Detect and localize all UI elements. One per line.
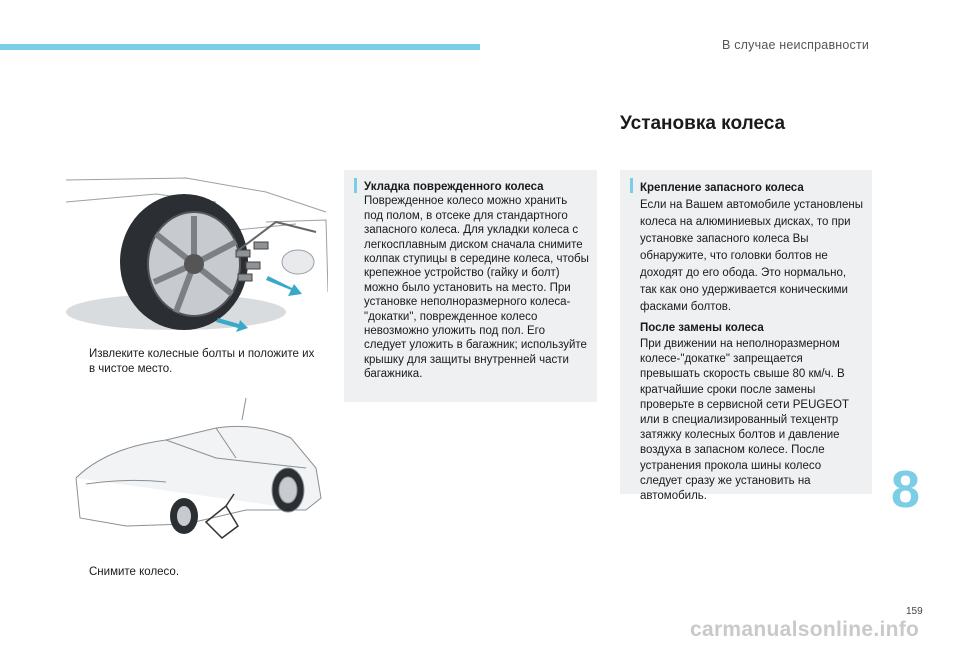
box-heading: Укладка поврежденного колеса — [364, 181, 544, 193]
damaged-wheel-storage-box — [344, 170, 597, 402]
box-subheading: После замены колеса — [640, 322, 764, 334]
chapter-number: 8 — [891, 461, 920, 519]
box-content — [364, 180, 589, 382]
page-number: 159 — [906, 606, 923, 617]
car-wheel-removal-illustration — [66, 398, 328, 556]
bullet-text: Снимите колесо. — [89, 566, 180, 578]
box-marker — [630, 178, 633, 193]
header-accent-bar — [0, 44, 480, 50]
box-subbody: При движении на неполноразмерном колесе-"докатке" запрещается превышать скорость свыше 80 км/ч. В кратчайшие сроки после замены проверьте в сервисной сети PEUGEOT или в специализированный техцентр затяжку колесных болтов и давление воздуха в запасном колесе. После устранения прокола шины колесо следует сразу же установить на автомобиль. — [640, 338, 849, 503]
watermark: carmanualsonline.info — [690, 618, 920, 641]
box-content — [640, 180, 864, 504]
spare-wheel-fixing-box — [620, 170, 872, 503]
page-title: Установка колеса — [620, 113, 786, 134]
box-marker — [354, 178, 357, 193]
box-body: Если на Вашем автомобиле установлены колеса на алюминиевых дисках, то при установке запасного колеса Вы обнаружите, что головки болтов не доходят до его обода. Это нормально, так как оно удерживается коническими фасками болтов. — [640, 199, 863, 313]
bullet-text: Извлеките колесные болты и положите их в чистое место. — [89, 348, 315, 375]
section-header: В случае неисправности — [722, 38, 870, 52]
box-body: Поврежденное колесо можно хранить под полом, в отсеке для стандартного запасного колеса. Для укладки колеса с легкосплавным диском сначала снимите колпак ступицы в середине колеса, чтобы крепежное устройство (гайку и болт) можно было установить на место. При установке неполноразмерного колеса-"докатки", поврежденное колесо невозможно уложить под пол. Его следует уложить в багажник; используйте крышку для защиты внутренней части багажника. — [364, 195, 589, 381]
box-heading: Крепление запасного колеса — [640, 182, 804, 194]
wheel-bolts-illustration — [66, 172, 328, 332]
